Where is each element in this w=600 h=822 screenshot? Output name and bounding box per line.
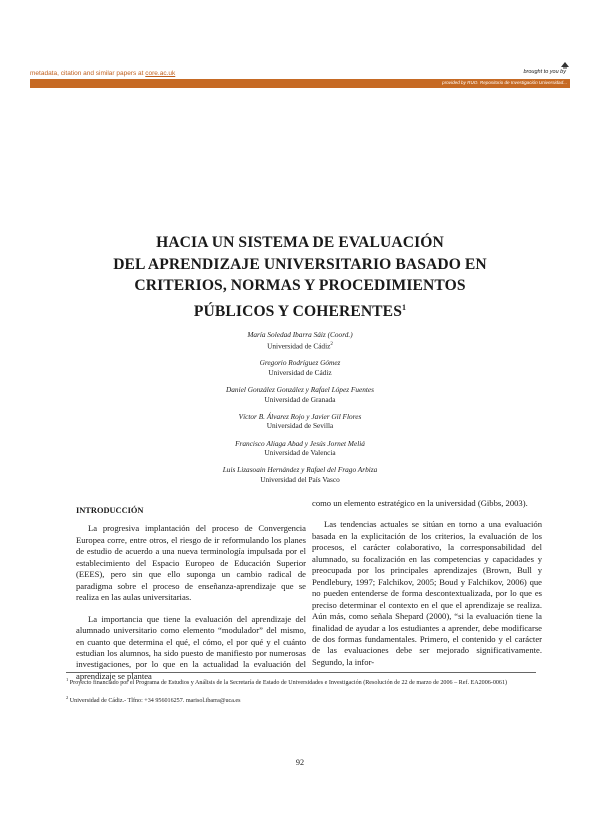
author-affiliation: Universidad de Cádiz — [268, 367, 332, 377]
metadata-text: metadata, citation and similar papers at — [30, 70, 146, 77]
brought-by-text: brought to you by — [523, 69, 566, 75]
footnote-text: Proyecto financiado por el Programa de Estudios y Análisis de la Secretaría de Estado de Universidades e Investigación (Resolución de 22 de marzo de 2006 – Ref. EA2006-0061) — [69, 680, 508, 687]
author-block — [100, 330, 500, 351]
author-block — [100, 358, 500, 377]
author-names: Francisco Aliaga Abad y Jesús Jornet Meliá — [235, 438, 365, 448]
provider-bar — [30, 79, 570, 88]
author-affiliation: Universidad de Sevilla — [266, 421, 334, 431]
footnote-text: Universidad de Cádiz.- Tlfno: +34 956016257. marisol.ibarra@uca.es — [69, 698, 241, 705]
author-names: Luis Lizasoain Hernández y Rafael del Frago Arbiza — [222, 465, 378, 475]
author-names: Gregorio Rodríguez Gómez — [259, 358, 341, 368]
title-line-4: PÚBLICOS Y COHERENTES — [193, 302, 402, 320]
author-block — [100, 412, 500, 431]
provided-by-link[interactable]: provided by RUO. Repositorio de Investigación Universidad... — [442, 80, 567, 85]
author-affiliation: Universidad del País Vasco — [260, 474, 340, 484]
core-logo-icon — [560, 60, 570, 70]
body-paragraph-continuation: como un elemento estratégico en la universidad (Gibbs, 2003). — [312, 498, 528, 508]
body-column-left — [76, 505, 306, 692]
title-line-4-wrap — [60, 297, 540, 323]
author-block — [100, 439, 500, 458]
paper-title — [60, 232, 540, 322]
author-affiliation: Universidad de Valencia — [264, 448, 336, 458]
author-block — [100, 385, 500, 404]
title-footnote-mark: 1 — [401, 302, 407, 312]
page-number: 92 — [295, 758, 305, 767]
body-column-right — [312, 498, 542, 678]
title-line-3: CRITERIOS, NORMAS Y PROCEDIMIENTOS — [134, 277, 466, 294]
core-metadata-banner — [30, 70, 175, 77]
author-affiliation: Universidad de Cádiz$^2$ — [267, 341, 333, 351]
body-paragraph: La importancia que tiene la evaluación del aprendizaje del alumnado universitario como elemento “modulador” del mismo, en cuanto que determina el qué, el cómo, el por qué y el cuánto estudian los alumnos, ha sido puesto de manifiesto por numerosas investigaciones, por lo que en la actualidad la evaluación del aprendizaje se plantea — [76, 613, 306, 681]
author-names: Daniel González González y Rafael López Fuentes — [226, 384, 374, 394]
author-affiliation: Universidad de Granada — [264, 394, 336, 404]
author-names: María Soledad Ibarra Sáiz (Coord.) — [247, 330, 353, 339]
title-line-1: HACIA UN SISTEMA DE EVALUACIÓN — [156, 234, 444, 251]
author-block — [100, 465, 500, 484]
core-link[interactable]: core.ac.uk — [145, 70, 176, 77]
footnote — [66, 694, 536, 705]
body-paragraph: Las tendencias actuales se sitúan en torno a una evaluación basada en la explicitación de los criterios, la evaluación de los procesos, el carácter colaborativo, la corresponsabilidad del alumnado, su focalización en las competencias y capacidades y preocupada por los principales aprendizajes (Brown, Bull y Pendlebury, 1997; Falchikov, 2005; Boud y Falchikov, 2006) que no pueden entenderse de forma descontextualizada, por lo que es preciso determinar el contexto en el que el aprendizaje se realiza. Aún más, como señala Shepard (2000), “si la evaluación tiene la finalidad de ayudar a los estudiantes a aprender, debe modificarse de dos formas fundamentales. Primero, el contenido y el carácter de las evaluaciones debe ser mejorado significativamente. Segundo, la infor- — [312, 519, 542, 667]
author-list — [100, 330, 500, 492]
section-heading: INTRODUCCIÓN — [76, 506, 144, 515]
author-names: Víctor B. Álvarez Rojo y Javier Gil Flores — [238, 411, 362, 421]
title-line-2: DEL APRENDIZAJE UNIVERSITARIO BASADO EN — [113, 255, 487, 273]
footnote-rule — [66, 672, 536, 673]
affiliation-footnote-mark: 2 — [330, 341, 333, 347]
footnote — [66, 676, 536, 687]
body-paragraph: La progresiva implantación del proceso de Convergencia Europea corre, entre otros, el riesgo de ir reformulando los planes de estudio de acuerdo a una nueva terminología impulsada por el establecimiento del Espacio Europeo de Educación Superior (EEES), pero sin que ello suponga un cambio radical de paradigma sobre el proceso de enseñanza-aprendizaje que se realiza en las aulas universitarias. — [76, 523, 306, 603]
footnote-mark: 1 — [66, 677, 69, 682]
footnote-mark: 2 — [66, 695, 69, 701]
footnotes — [66, 672, 536, 712]
